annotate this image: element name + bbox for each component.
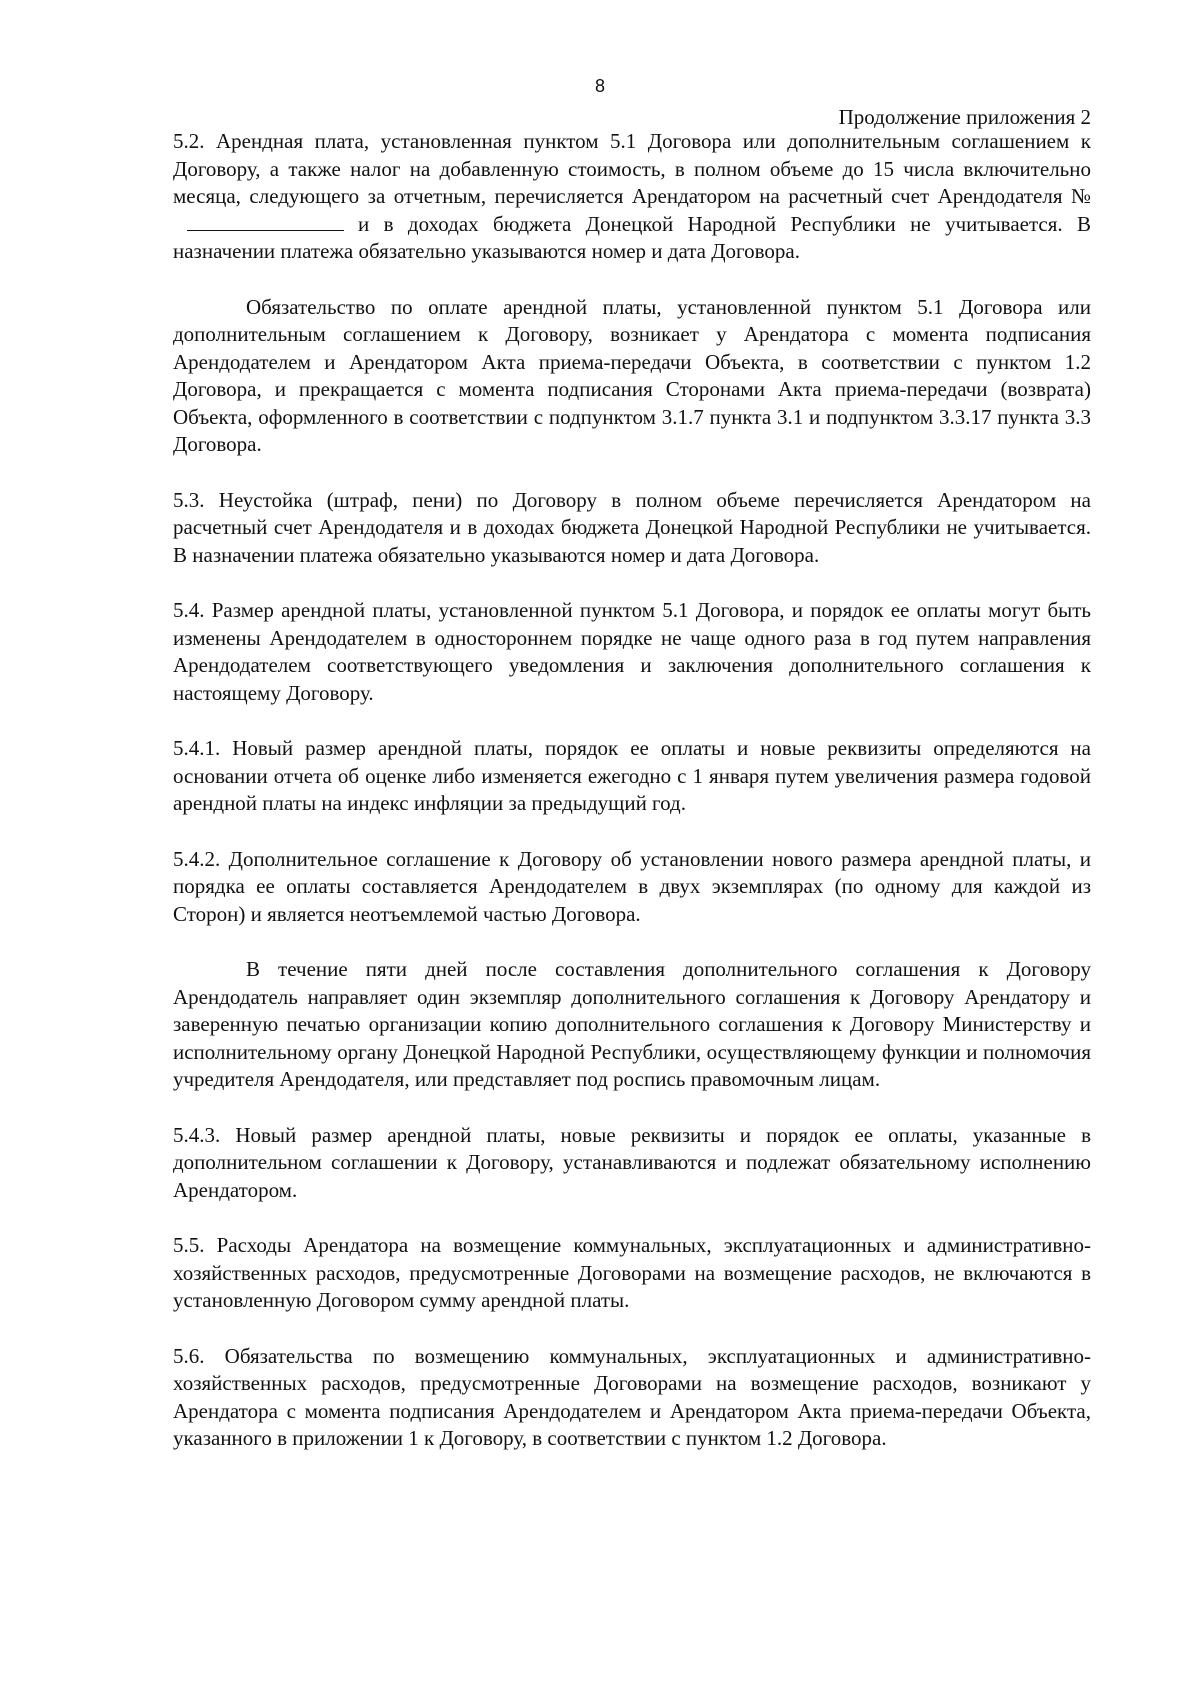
paragraph-5-4: 5.4. Размер арендной платы, установленной пунктом 5.1 Договора, и порядок ее оплаты могут быть изменены Арендодателем в одностороннем порядке не чаще одного раза в год путем направления Арендодателем соответствующего уведомления и заключения дополнительного соглашения к настоящему Договору.: [173, 598, 1091, 705]
appendix-continuation-note: Продолжение приложения 2: [838, 105, 1091, 129]
paragraph-5-3: 5.3. Неустойка (штраф, пени) по Договору в полном объеме перечисляется Арендатором на расчетный счет Арендодателя и в доходах бюджета Донецкой Народной Республики не учитывается. В назначении платежа обязательно указываются номер и дата Договора.: [173, 487, 1091, 567]
paragraph-five-days: В течение пяти дней после составления дополнительного соглашения к Договору Арендодатель направляет один экземпляр дополнительного соглашения к Договору Арендатору и заверенную печатью организации копию дополнительного соглашения к Договору Министерству и исполнительному органу Донецкой Народной Республики, осуществляющему функции и полномочия учредителя Арендодателя, или представляет под роспись правомочным лицам.: [173, 957, 1091, 1091]
paragraph-5-4-1: 5.4.1. Новый размер арендной платы, порядок ее оплаты и новые реквизиты определяются на основании отчета об оценке либо изменяется ежегодно с 1 января путем увеличения размера годовой арендной платы на индекс инфляции за предыдущий год.: [173, 736, 1091, 815]
paragraph-5-5: 5.5. Расходы Арендатора на возмещение коммунальных, эксплуатационных и административно-хозяйственных расходов, предусмотренные Договорами на возмещение расходов, не включаются в установленную Договором сумму арендной платы.: [173, 1233, 1091, 1312]
paragraph-5-2: [173, 128, 1091, 266]
paragraph-5-6: 5.6. Обязательства по возмещению коммунальных, эксплуатационных и административно-хозяйственных расходов, предусмотренные Договорами на возмещение расходов, возникают у Арендатора с момента подписания Арендодателем и Арендатором Акта приема-передачи Объекта, указанного в приложении 1 к Договору, в соответствии с пунктом 1.2 Договора.: [173, 1343, 1091, 1450]
paragraph-5-2-text-end: и в доходах бюджета Донецкой Народной Республики не учитывается. В назначении платежа обязательно указываются номер и дата Договора.: [173, 211, 1091, 263]
account-number-blank: [187, 213, 344, 231]
paragraph-5-2-text-start: 5.2. Арендная плата, установленная пунктом 5.1 Договора или дополнительным соглашением к Договору, а также налог на добавленную стоимость, в полном объеме до 15 числа включительно месяца, следующего за отчетным, перечисляется Арендатором на расчетный счет Арендодателя №: [173, 129, 1091, 208]
document-body: [173, 128, 1091, 1453]
paragraph-payment-obligation: Обязательство по оплате арендной платы, установленной пунктом 5.1 Договора или дополнительным соглашением к Договору, возникает у Арендатора с момента подписания Арендодателем и Арендатором Акта приема-передачи Объекта, в соответствии с пунктом 1.2 Договора, и прекращается с момента подписания Сторонами Акта приема-передачи (возврата) Объекта, оформленного в соответствии с подпунктом 3.1.7 пункта 3.1 и подпунктом 3.3.17 пункта 3.3 Договора.: [173, 294, 1091, 456]
paragraph-5-4-2: 5.4.2. Дополнительное соглашение к Договору об установлении нового размера арендной платы, и порядка ее оплаты составляется Арендодателем в двух экземплярах (по одному для каждой из Сторон) и является неотъемлемой частью Договора.: [173, 846, 1091, 926]
paragraph-5-4-3: 5.4.3. Новый размер арендной платы, новые реквизиты и порядок ее оплаты, указанные в дополнительном соглашении к Договору, устанавливаются и подлежат обязательному исполнению Арендатором.: [173, 1122, 1091, 1202]
page-number: 8: [594, 76, 605, 96]
